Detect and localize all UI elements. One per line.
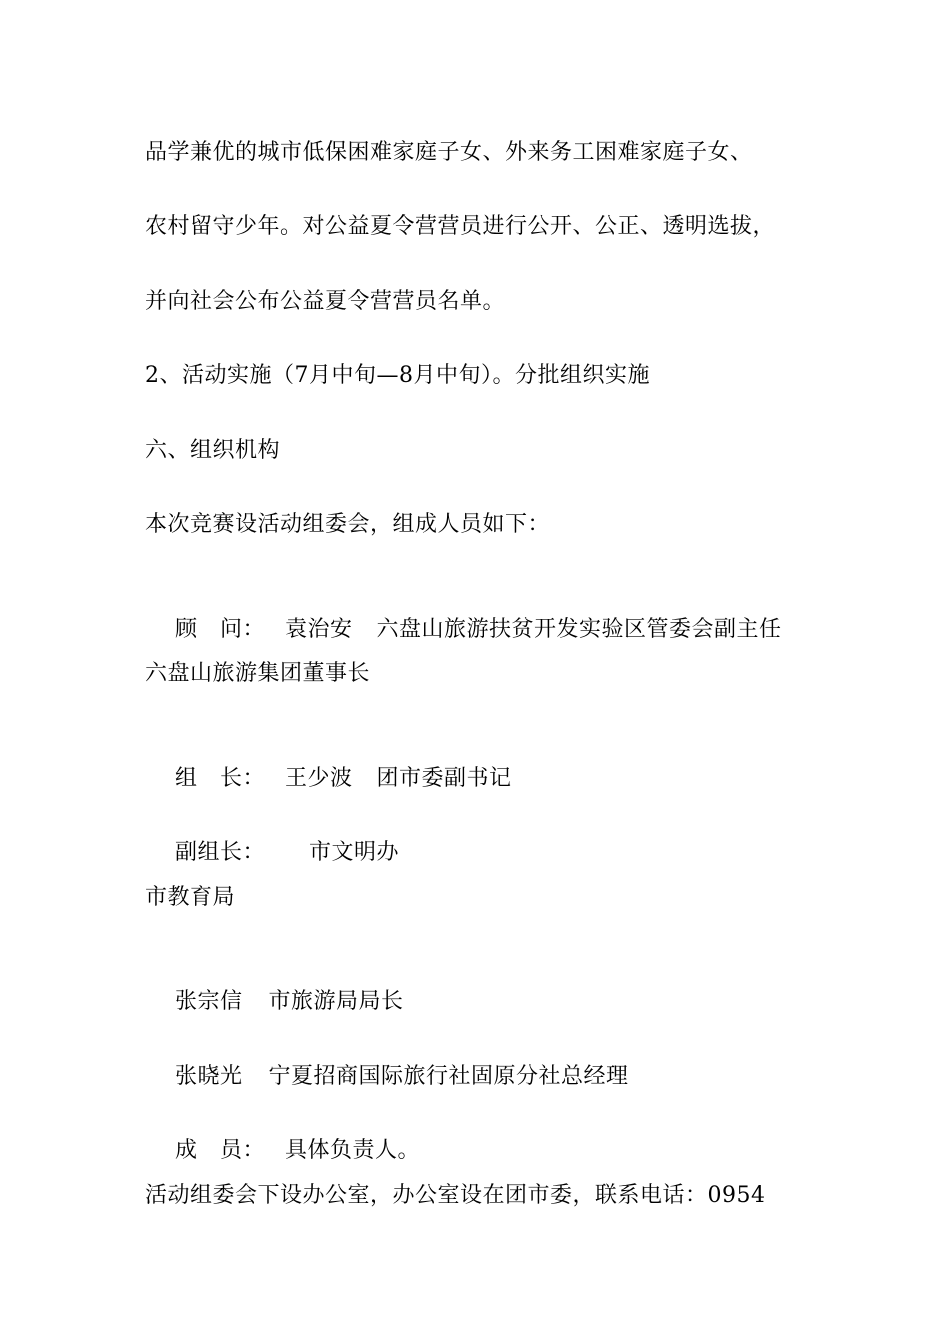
deputy-org-2: 市教育局 (145, 885, 236, 910)
adviser-name: 袁治安 (285, 617, 353, 642)
deputy-person-2-title: 宁夏招商国际旅行社固原分社总经理 (268, 1064, 629, 1089)
paragraph-line-3: 并向社会公布公益夏令营营员名单。 (145, 289, 506, 314)
leader-name: 王少波 (285, 766, 353, 791)
deputy-person-1-title: 市旅游局局长 (268, 989, 404, 1014)
deputy-person-2-name: 张晓光 (174, 1064, 243, 1089)
deputy-person-1-name: 张宗信 (174, 989, 243, 1014)
office-contact-line: 活动组委会下设办公室，办公室设在团市委，联系电话：0954 (145, 1183, 766, 1208)
leader-title: 团市委副书记 (376, 766, 512, 791)
paragraph-line-2: 农村留守少年。对公益夏令营营员进行公开、公正、透明选拔， (145, 214, 776, 239)
adviser-label: 顾 问： (174, 617, 265, 642)
adviser-title-line-2: 六盘山旅游集团董事长 (145, 661, 371, 686)
members-text: 具体负责人。 (285, 1138, 421, 1163)
section-heading-organization: 六、组织机构 (145, 438, 281, 463)
members-label: 成 员： (174, 1138, 265, 1163)
deputy-label: 副组长： (174, 840, 265, 865)
adviser-title: 六盘山旅游扶贫开发实验区管委会副主任 (376, 617, 782, 642)
leader-label: 组 长： (174, 766, 265, 791)
paragraph-line-1: 品学兼优的城市低保困难家庭子女、外来务工困难家庭子女、 (145, 140, 753, 165)
activity-implementation-line: 2、活动实施（7月中旬—8月中旬）。分批组织实施 (145, 363, 650, 388)
committee-intro-line: 本次竞赛设活动组委会，组成人员如下： (145, 512, 551, 537)
deputy-org-1: 市文明办 (309, 840, 400, 865)
